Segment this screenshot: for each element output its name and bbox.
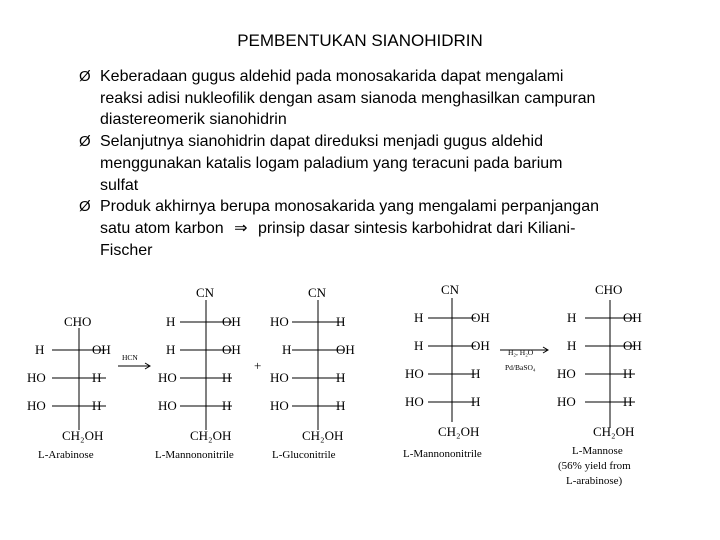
mannose-caption-2: (56% yield from: [558, 460, 631, 472]
mannose-r2-left: H: [567, 338, 577, 353]
mannononitrile-bottom: CH₂OH: [190, 428, 232, 443]
bullet-2-line-3: sulfat: [100, 176, 139, 194]
mannononitrile-r1-right: OH: [222, 314, 241, 329]
gluconitrile-r1-right: H: [336, 314, 346, 329]
mannononitrile2-bottom: CH₂OH: [438, 424, 480, 439]
mannose-r1-left: H: [567, 310, 577, 325]
mannononitrile-r4-left: HO: [158, 398, 177, 413]
arabinose-bottom: CH₂OH: [62, 428, 104, 443]
arabinose-r1-right: OH: [92, 342, 111, 357]
plus-sign: +: [254, 358, 262, 373]
mannose-r3-left: HO: [557, 366, 576, 381]
arabinose-r2-left: HO: [27, 370, 46, 385]
mannose-r4-left: HO: [557, 394, 576, 409]
mannononitrile-top: CN: [196, 285, 215, 300]
arabinose-top: CHO: [64, 314, 92, 329]
reagent-hcn: HCN: [122, 353, 138, 362]
mannose-r3-right: H: [623, 366, 633, 381]
arabinose-caption: L-Arabinose: [38, 449, 94, 461]
arrow-bullet-icon: Ø: [79, 198, 91, 216]
arabinose-r3-right: H: [92, 398, 102, 413]
mannononitrile-r3-right: H: [222, 370, 232, 385]
gluconitrile-r1-left: HO: [270, 314, 289, 329]
gluconitrile-r2-right: OH: [336, 342, 355, 357]
bullet-list: [76, 66, 676, 261]
mannose-caption-3: L-arabinose): [566, 475, 623, 487]
arrow-bullet-icon: Ø: [79, 133, 91, 151]
arabinose-r3-left: HO: [27, 398, 46, 413]
mannose-caption-1: L-Mannose: [572, 445, 623, 457]
gluconitrile-bottom: CH₂OH: [302, 428, 344, 443]
gluconitrile-r2-left: H: [282, 342, 292, 357]
mannononitrile2-r3-right: H: [471, 366, 481, 381]
bullet-3-line-2b: prinsip dasar sintesis karbohidrat dari Kiliani-: [257, 219, 576, 237]
arabinose-r2-right: H: [92, 370, 102, 385]
bullet-1-line-2: reaksi adisi nukleofilik dengan asam sianoda menghasilkan campuran: [100, 89, 596, 107]
implies-icon: ⇒: [234, 219, 248, 237]
mannononitrile-r2-left: H: [166, 342, 176, 357]
arrow-bullet-icon: Ø: [79, 68, 91, 85]
mannononitrile2-r2-right: OH: [471, 338, 490, 353]
mannononitrile-r3-left: HO: [158, 370, 177, 385]
bullet-2-line-1: Selanjutnya sianohidrin dapat direduksi menjadi gugus aldehid: [100, 133, 543, 151]
mannose-bottom: CH₂OH: [593, 424, 635, 439]
reaction-scheme: [0, 270, 720, 495]
mannononitrile2-caption: L-Mannononitrile: [403, 448, 482, 460]
mannononitrile2-r1-left: H: [414, 310, 424, 325]
bullet-item-1: [76, 66, 676, 131]
gluconitrile-r4-right: H: [336, 398, 346, 413]
mannononitrile-r4-right: H: [222, 398, 232, 413]
gluconitrile-r3-right: H: [336, 370, 346, 385]
reagent-pd-baso4: Pd/BaSO₄: [505, 363, 536, 372]
reagent-h2-h2o: H₂, H₂O: [508, 348, 534, 357]
mannononitrile-r2-right: OH: [222, 342, 241, 357]
mannose-r2-right: OH: [623, 338, 642, 353]
mannononitrile-r1-left: H: [166, 314, 176, 329]
mannose-top: CHO: [595, 282, 623, 297]
gluconitrile-top: CN: [308, 285, 327, 300]
page-title: PEMBENTUKAN SIANOHIDRIN: [237, 31, 483, 50]
mannononitrile2-r3-left: HO: [405, 366, 424, 381]
gluconitrile-caption: L-Gluconitrile: [272, 449, 336, 461]
mannononitrile2-r1-right: OH: [471, 310, 490, 325]
bullet-item-2: [76, 131, 676, 196]
arabinose-r1-left: H: [35, 342, 45, 357]
mannononitrile-caption: L-Mannononitrile: [155, 449, 234, 461]
bullet-3-line-3: Fischer: [100, 241, 153, 259]
bullet-1-line-3: diastereomerik sianohidrin: [100, 111, 287, 129]
bullet-1-line-1: Keberadaan gugus aldehid pada monosakarida dapat mengalami: [100, 68, 564, 85]
mannose-r1-right: OH: [623, 310, 642, 325]
bullet-3-line-1: Produk akhirnya berupa monosakarida yang mengalami perpanjangan: [100, 198, 599, 216]
bullet-3-line-2a: satu atom karbon: [100, 219, 224, 237]
bullet-item-3: [76, 196, 676, 261]
mannononitrile2-r2-left: H: [414, 338, 424, 353]
bullet-2-line-2: menggunakan katalis logam paladium yang teracuni pada barium: [100, 154, 563, 172]
gluconitrile-r3-left: HO: [270, 370, 289, 385]
mannononitrile2-top: CN: [441, 282, 460, 297]
gluconitrile-r4-left: HO: [270, 398, 289, 413]
mannononitrile2-r4-right: H: [471, 394, 481, 409]
bullet-3-line-2: [100, 218, 676, 240]
mannose-r4-right: H: [623, 394, 633, 409]
mannononitrile2-r4-left: HO: [405, 394, 424, 409]
